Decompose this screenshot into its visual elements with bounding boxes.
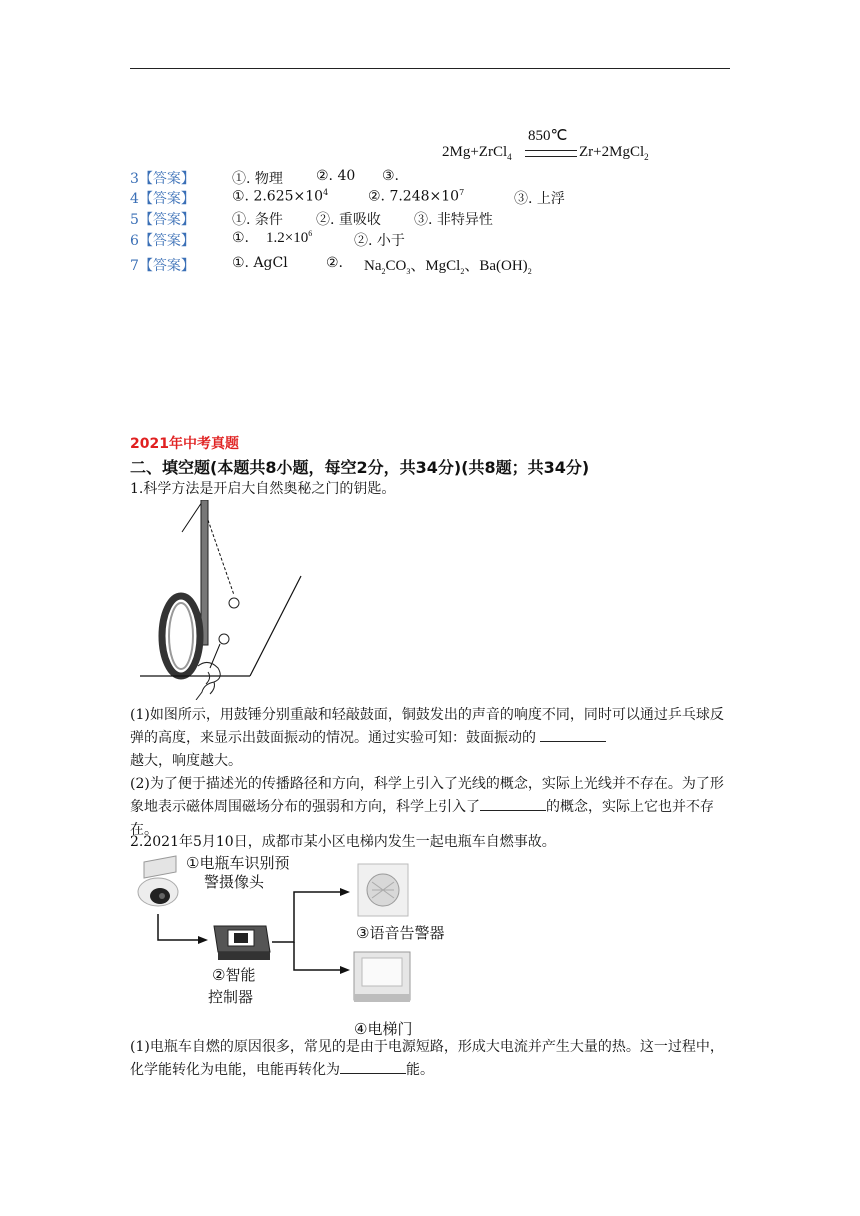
q2-blank-1[interactable] <box>340 1059 406 1074</box>
camera-icon <box>138 856 178 906</box>
q1-blank-2[interactable] <box>480 796 546 811</box>
q2-part1: (1)电瓶车自燃的原因很多，常见的是由于电源短路，形成大电流并产生大量的热。这一过程中，化学能转化为电能，电能再转化为 能。 <box>130 1039 724 1078</box>
q1-part2: (2)为了便于描述光的传播路径和方向，科学上引入了光线的概念，实际上光线并不存在。为了形象地表示磁体周围磁场分布的强弱和方向，科学上引入了 的概念，实际上它也并不存在。 <box>130 776 724 838</box>
controller-icon <box>214 926 270 960</box>
drum-experiment-figure <box>138 500 308 700</box>
salt-formulas: $Na_2CO_3$、MgCl$_2$、$Ba(OH)_2$ <box>364 258 532 276</box>
q1-part1: (1)如图所示，用鼓锤分别重敲和轻敲鼓面，铜鼓发出的声音的响度不同，同时可以通过乒乓球反弹的高度，来显示出鼓面振动的情况。通过实验可知：鼓面振动的 越大，响度越大。 <box>130 707 724 769</box>
equals-bar <box>525 150 577 157</box>
section-heading: 二、填空题(本题共8小题，每空2分，共34分)(共8题；共34分) <box>130 458 590 477</box>
q1-stem: 1.科学方法是开启大自然奥秘之门的钥匙。 <box>130 481 396 497</box>
elevator-door-icon <box>354 952 410 1002</box>
answer-3: 3【答案】 ①. 物理 ②. 40 ③. <box>130 168 400 187</box>
q1-blank-1[interactable] <box>540 727 606 742</box>
controller-label-line1: ②智能 <box>212 966 256 984</box>
answer-6: 6【答案】 ①. $1.2\times 10^6$ ②. 小于 <box>130 229 405 249</box>
equation-right: Zr+2MgCl$_2$ <box>579 144 649 162</box>
chemical-equation <box>442 126 682 166</box>
equation-left: 2Mg+ZrCl$_4$ <box>442 144 512 162</box>
door-label: ④电梯门 <box>354 1020 413 1038</box>
q2-stem: 2.2021年5月10日，成都市某小区电梯内发生一起电瓶车自燃事故。 <box>130 834 556 850</box>
answer-5: 5【答案】 ①. 条件 ②. 重吸收 ③. 非特异性 <box>130 212 493 228</box>
alarm-speaker-icon <box>358 864 408 916</box>
controller-label-line2: 控制器 <box>208 988 254 1006</box>
camera-label-line1: ①电瓶车识别预 <box>186 854 290 872</box>
camera-label-line2: 警摄像头 <box>204 873 265 891</box>
answer-4: 4【答案】 ①. $2.625\times 10^4$ ②. $7.248\times 10^7$ ③. 上浮 <box>130 188 565 207</box>
answer-7: 7【答案】 ①. AgCl ②. $Na_2CO_3$、MgCl$_2$、$Ba(OH)_2$ <box>130 255 532 276</box>
elevator-warning-diagram <box>136 852 476 1040</box>
alarm-label: ③语音告警器 <box>356 924 445 942</box>
section-year-title: 2021年中考真题 <box>130 436 239 452</box>
header-rule <box>130 68 730 69</box>
reaction-condition: 850℃ <box>528 128 568 144</box>
